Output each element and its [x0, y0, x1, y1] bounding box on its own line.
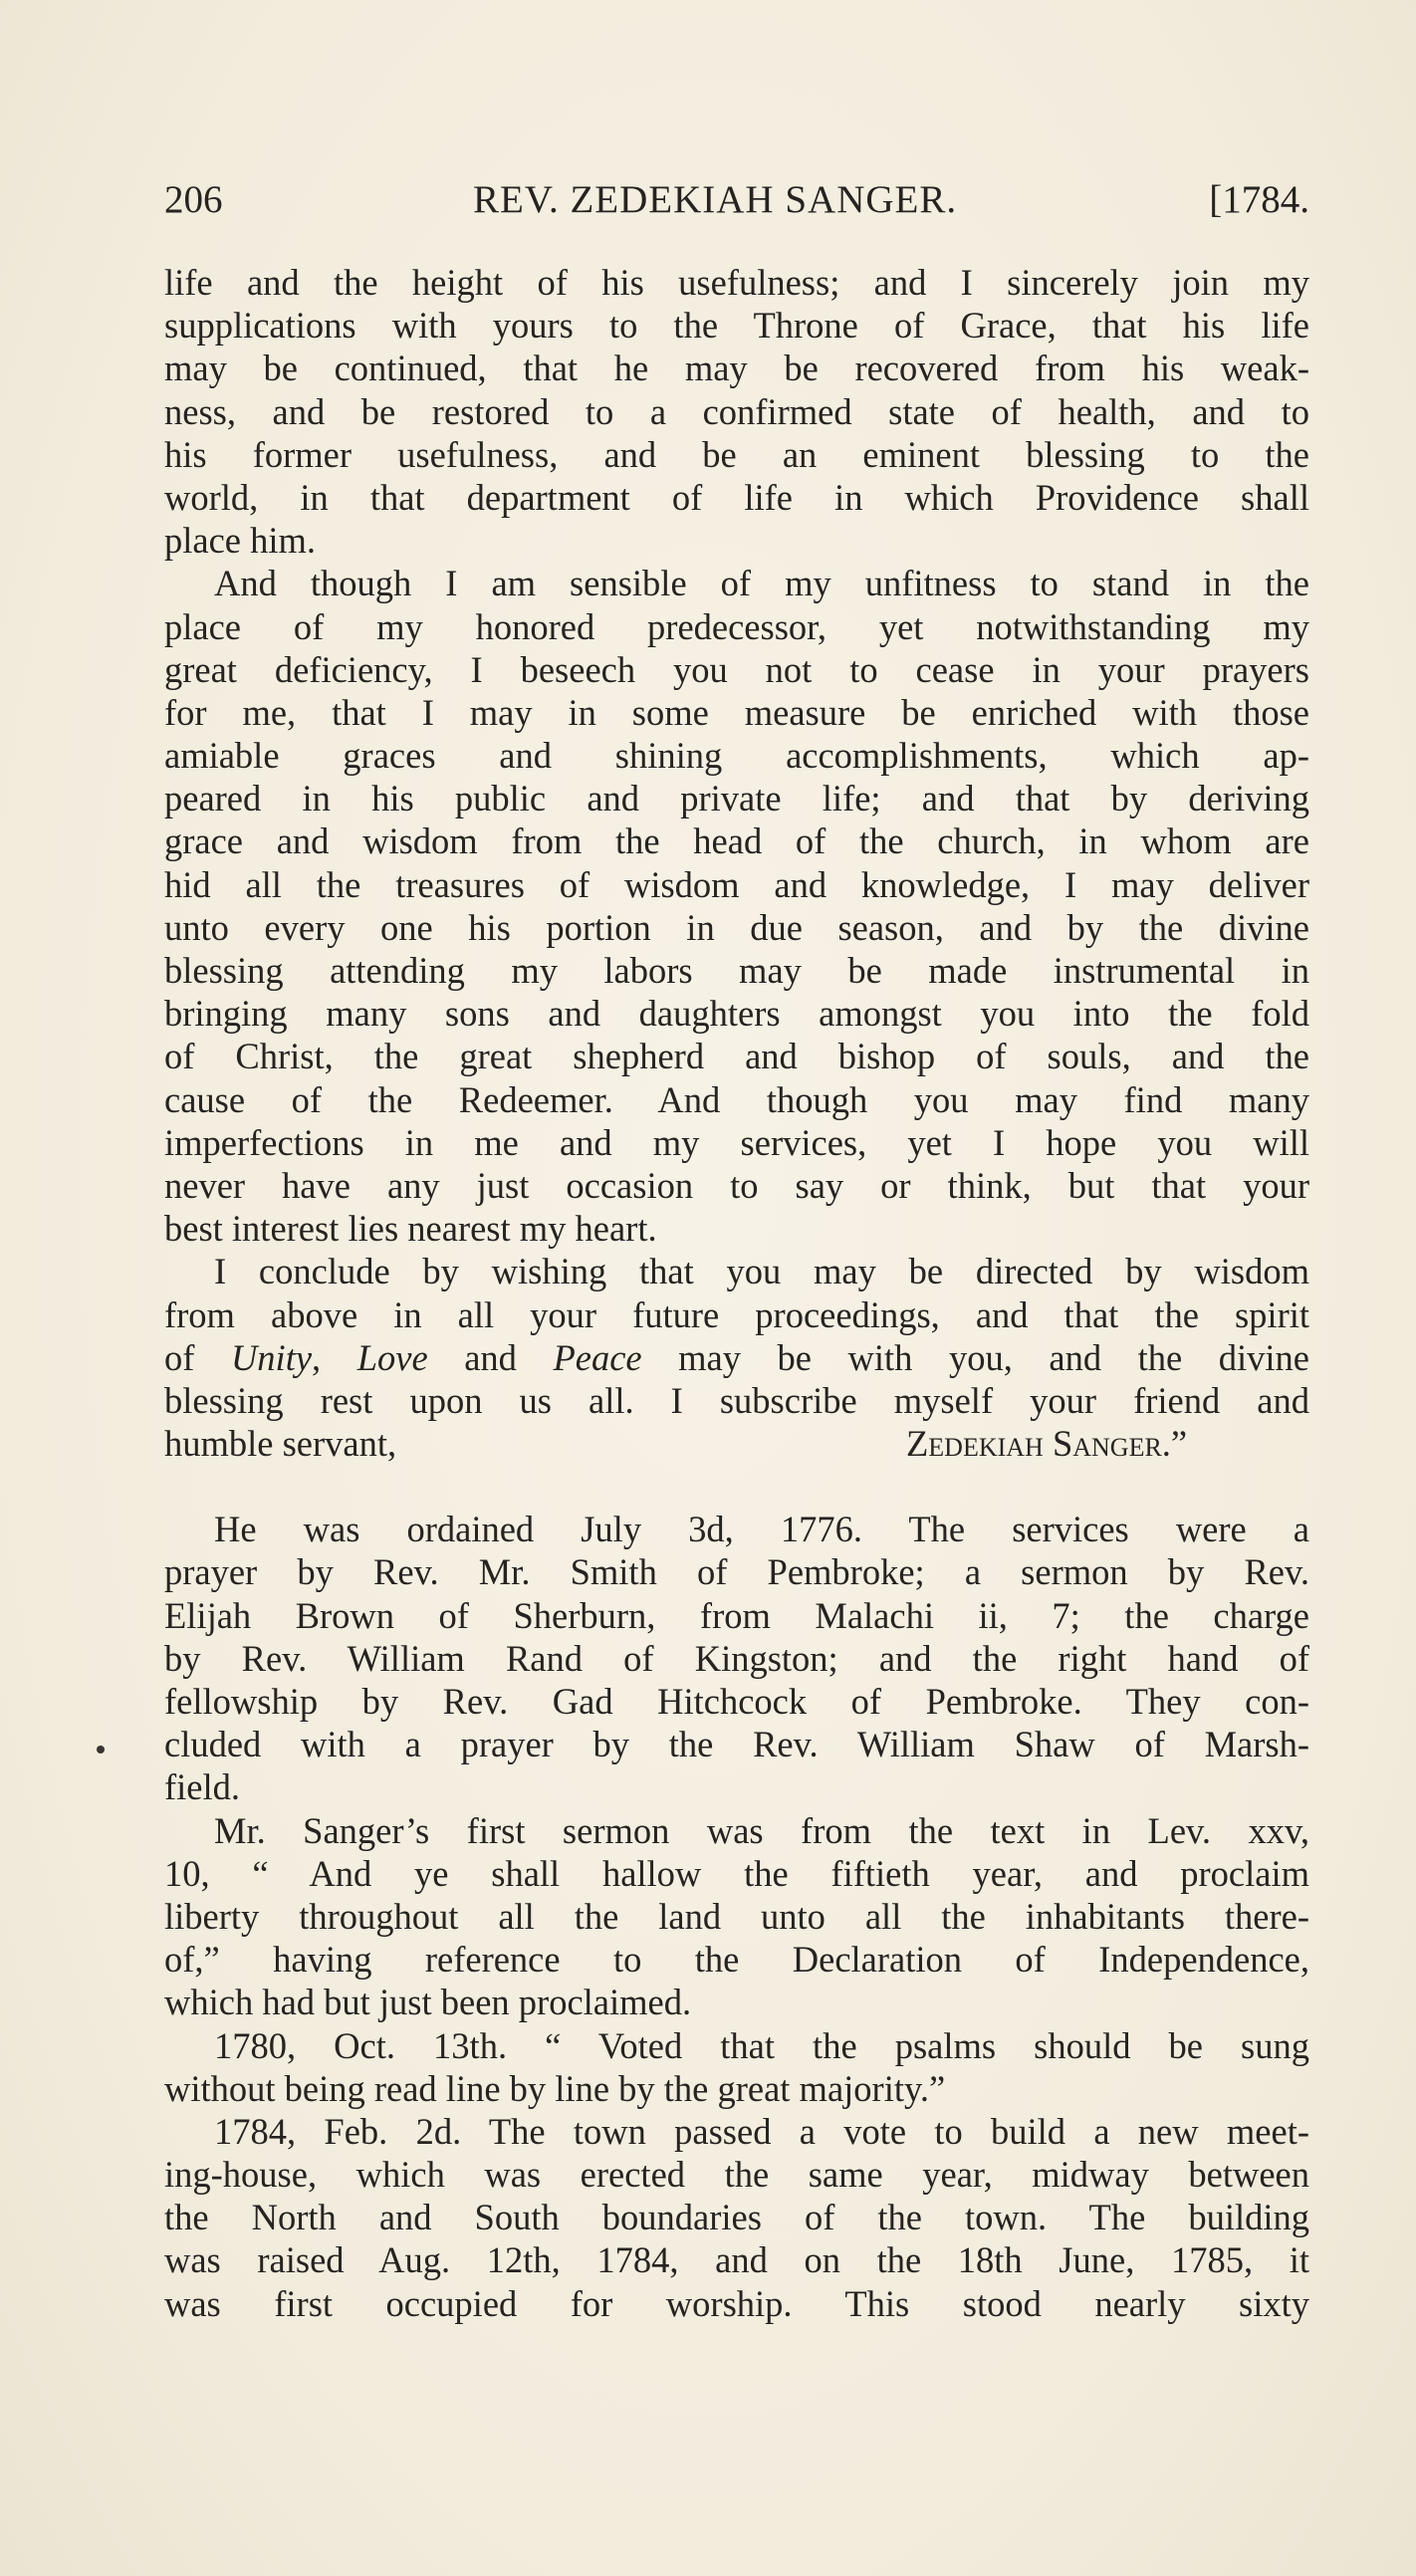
text-line: of Christ, the great shepherd and bishop of souls, and the	[164, 1036, 1309, 1077]
page-header	[164, 175, 1309, 225]
text-line: grace and wisdom from the head of the church, in whom are	[164, 820, 1309, 862]
text-line: 10, “ And ye shall hallow the fiftieth year, and proclaim	[164, 1852, 1309, 1894]
text-fragment: ,	[312, 1336, 357, 1378]
text-line: which had but just been proclaimed.	[164, 1982, 692, 2023]
text-line: the North and South boundaries of the town. The building	[164, 2197, 1309, 2238]
closing-salutation: humble servant,	[164, 1423, 397, 1465]
text-line: blessing attending my labors may be made instrumental in	[164, 950, 1309, 991]
text-line: fellowship by Rev. Gad Hitchcock of Pembroke. They con-	[164, 1681, 1309, 1722]
text-line: world, in that department of life in which Providence shall	[164, 476, 1309, 518]
text-line: cluded with a prayer by the Rev. William Shaw of Marsh-	[164, 1724, 1309, 1765]
paragraph-psalms-vote	[164, 2024, 1309, 2110]
signature: Zedekiah Sanger.”	[906, 1423, 1188, 1465]
text-line: great deficiency, I beseech you not to cease in your prayers	[164, 648, 1309, 690]
text-line: Mr. Sanger’s first sermon was from the text in Lev. xxv,	[214, 1809, 1309, 1851]
text-line: life and the height of his usefulness; and I sincerely join my	[164, 262, 1309, 303]
text-line: from above in all your future proceedings, and that the spirit	[164, 1293, 1309, 1335]
text-line: ness, and be restored to a confirmed state of health, and to	[164, 390, 1309, 432]
paragraph-continuation	[164, 261, 1309, 562]
text-line: place of my honored predecessor, yet notwithstanding my	[164, 605, 1309, 647]
text-line: by Rev. William Rand of Kingston; and the right hand of	[164, 1637, 1309, 1679]
text-line: unto every one his portion in due season, and by the divine	[164, 906, 1309, 948]
paragraph-first-sermon	[164, 1809, 1309, 2024]
text-line: amiable graces and shining accomplishments, which ap-	[164, 735, 1309, 777]
text-fragment: of	[164, 1336, 231, 1378]
text-line: was first occupied for worship. This stood nearly sixty	[164, 2282, 1309, 2324]
paragraph-ordination	[164, 1508, 1309, 1808]
text-line: of,” having reference to the Declaration of Independence,	[164, 1939, 1309, 1981]
text-line: liberty throughout all the land unto all the inhabitants there-	[164, 1895, 1309, 1937]
closing-line	[164, 1422, 1309, 1465]
paragraph-gap	[164, 1465, 1309, 1508]
text-line: peared in his public and private life; and that by deriving	[164, 778, 1309, 820]
text-line: ing-house, which was erected the same year, midway between	[164, 2154, 1309, 2196]
text-line: hid all the treasures of wisdom and knowledge, I may deliver	[164, 863, 1309, 905]
paragraph-predecessor	[164, 562, 1309, 1250]
text-fragment: may be with you, and the divine	[641, 1336, 1310, 1378]
text-line: his former usefulness, and be an eminent blessing to the	[164, 433, 1309, 475]
italic-peace: Peace	[553, 1336, 642, 1378]
text-line-with-italics	[164, 1336, 1309, 1379]
page-number: 206	[164, 178, 223, 221]
text-fragment: and	[427, 1336, 554, 1378]
text-line: I conclude by wishing that you may be directed by wisdom	[214, 1251, 1309, 1292]
paragraph-meeting-house	[164, 2110, 1309, 2325]
margin-ink-mark	[97, 1746, 105, 1754]
text-line: was raised Aug. 12th, 1784, and on the 18th June, 1785, it	[164, 2239, 1309, 2281]
text-line: never have any just occasion to say or think, but that your	[164, 1164, 1309, 1206]
text-line: for me, that I may in some measure be enriched with those	[164, 691, 1309, 733]
text-line: cause of the Redeemer. And though you may find many	[164, 1078, 1309, 1120]
text-line: And though I am sensible of my unfitness to stand in the	[214, 563, 1309, 604]
text-line: best interest lies nearest my heart.	[164, 1208, 657, 1250]
page-body	[164, 261, 1309, 2325]
italic-unity: Unity	[230, 1336, 313, 1378]
text-line: imperfections in me and my services, yet I hope you will	[164, 1121, 1309, 1163]
text-line: blessing rest upon us all. I subscribe myself your friend and	[164, 1379, 1309, 1421]
text-line: field.	[164, 1766, 241, 1808]
text-line: Elijah Brown of Sherburn, from Malachi ii, 7; the charge	[164, 1594, 1309, 1636]
text-line: He was ordained July 3d, 1776. The services were a	[214, 1509, 1309, 1550]
text-line: may be continued, that he may be recovered from his weak-	[164, 348, 1309, 389]
paragraph-conclusion	[164, 1250, 1309, 1465]
running-title: REV. ZEDEKIAH SANGER.	[473, 178, 958, 221]
text-line: without being read line by line by the great majority.”	[164, 2067, 946, 2109]
text-line: supplications with yours to the Throne of Grace, that his life	[164, 305, 1309, 347]
text-line: prayer by Rev. Mr. Smith of Pembroke; a sermon by Rev.	[164, 1551, 1309, 1593]
text-line: bringing many sons and daughters amongst you into the fold	[164, 993, 1309, 1035]
running-year: [1784.	[1209, 178, 1309, 221]
text-line: 1784, Feb. 2d. The town passed a vote to build a new meet-	[214, 2110, 1309, 2152]
text-line: place him.	[164, 520, 317, 562]
text-line: 1780, Oct. 13th. “ Voted that the psalms should be sung	[214, 2024, 1309, 2066]
italic-love: Love	[356, 1336, 428, 1378]
